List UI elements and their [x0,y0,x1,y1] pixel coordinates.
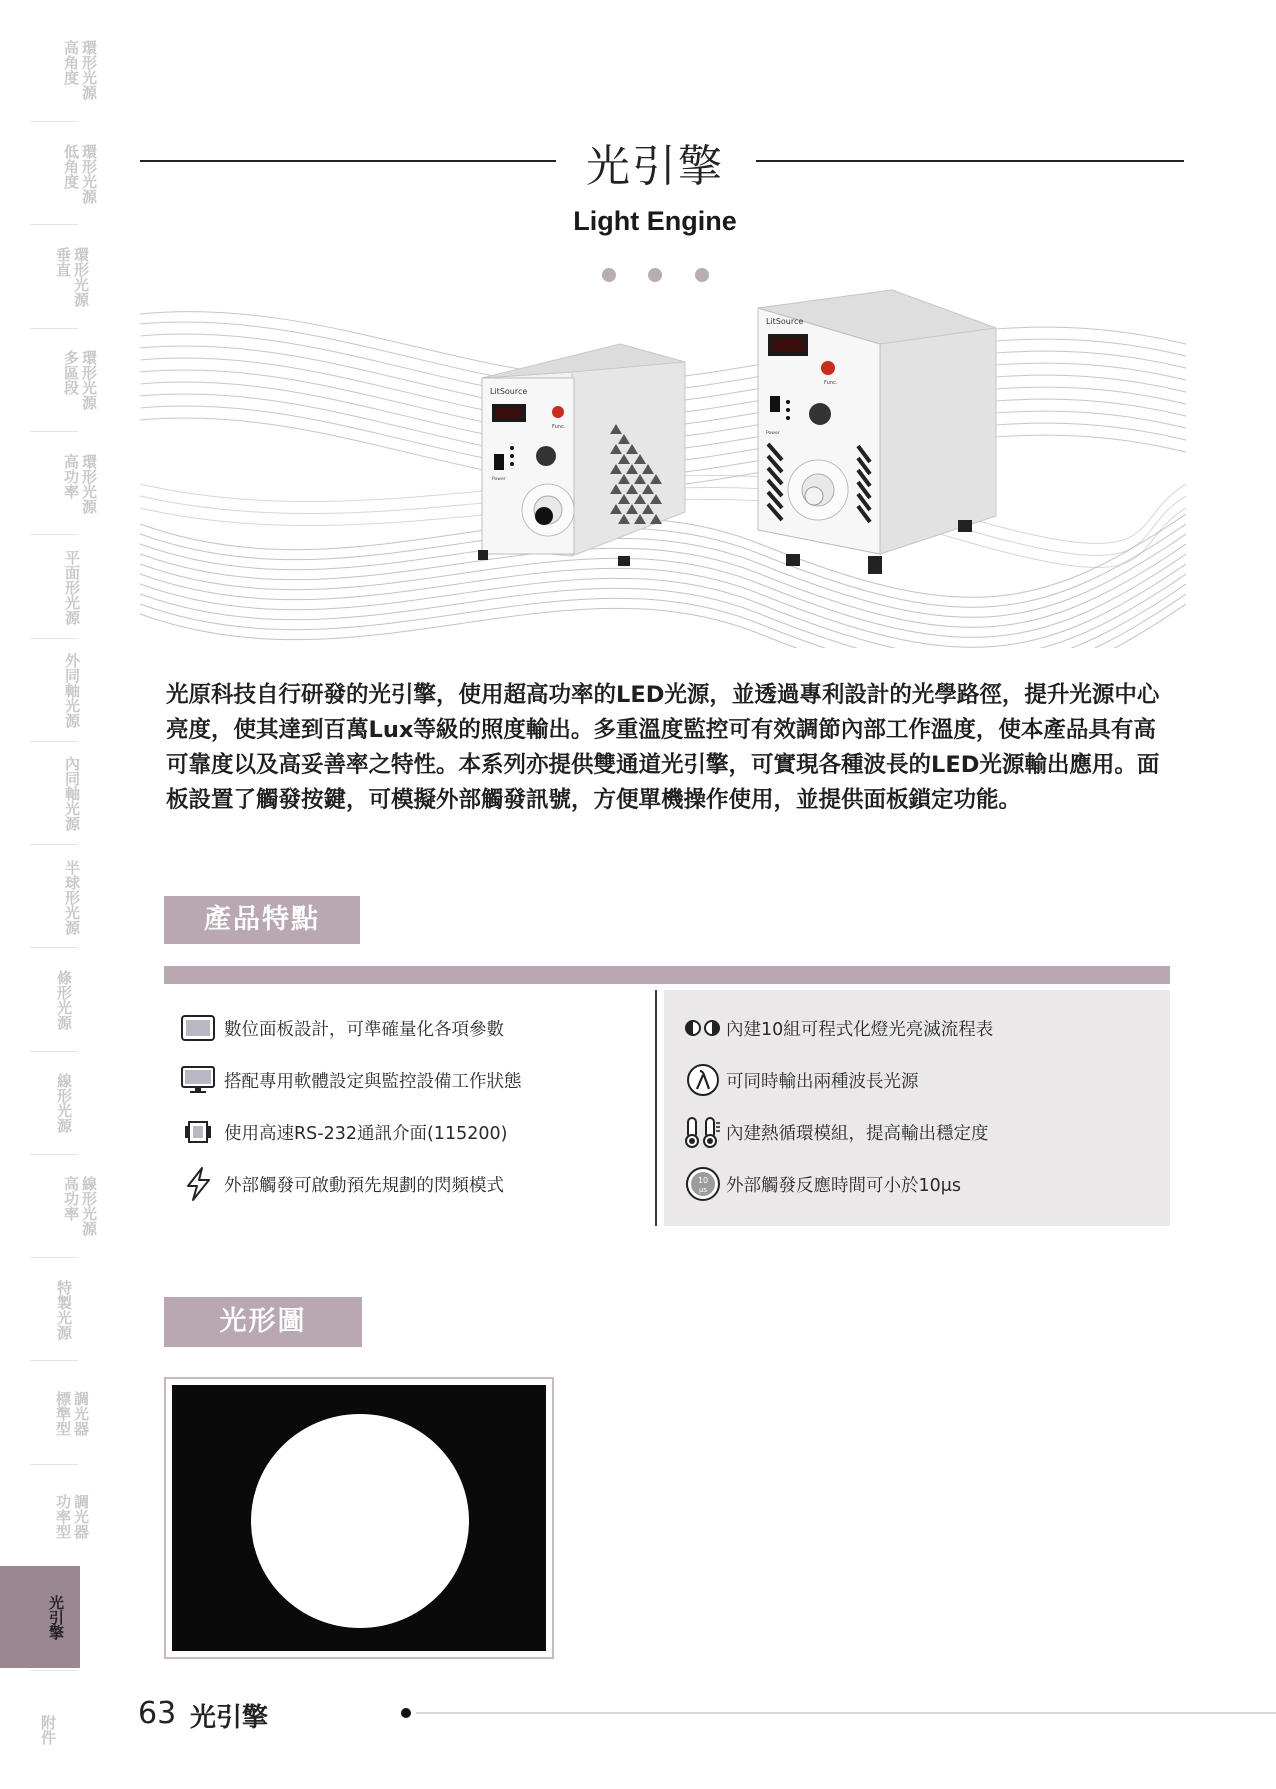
timer-icon-unit: μs [698,1186,708,1194]
side-item-label: 光引擎 [47,1594,65,1640]
feature-item [682,1063,919,1097]
feature-item [682,1011,993,1045]
side-divider [30,121,78,122]
hero-brand-left: LitSource [490,387,528,396]
side-item-label: 垂直 [54,247,72,277]
decor-dot [602,268,616,282]
feature-item [682,1167,961,1201]
side-divider [30,1154,78,1155]
feature-item [178,1167,504,1201]
beam-profile-background [172,1385,546,1651]
connector-icon [178,1115,218,1149]
side-item-accessories[interactable] [0,1690,80,1770]
timer-icon [682,1167,724,1201]
features-header-bar [164,966,1170,984]
side-item-line[interactable] [0,1055,80,1151]
side-item-label: 環形光源 [80,350,98,410]
feature-text: 使用高速RS-232通訊介面(115200) [224,1123,508,1144]
light-engine-unit-left [478,344,685,566]
feature-item [178,1115,507,1149]
side-item-label: 功率型 [54,1493,72,1539]
side-item-label: 環形光源 [72,247,90,307]
side-item-label: 線形光源 [80,1176,98,1236]
side-item-label: 特製光源 [55,1280,73,1340]
side-divider [30,1360,78,1361]
side-item-internal-coaxial[interactable] [0,745,80,841]
side-item-ring-high-angle[interactable] [0,22,98,118]
side-item-ring-multi-zone[interactable] [0,332,98,428]
feature-text: 外部觸發反應時間可小於10μs [726,1175,962,1196]
side-item-label: 環形光源 [80,40,98,100]
side-item-label: 環形光源 [80,454,98,514]
timer-icon-number: 10 [697,1176,709,1185]
feature-text: 可同時輸出兩種波長光源 [726,1071,919,1092]
blink-icon [682,1011,724,1045]
side-item-label: 平面形光源 [63,549,81,625]
side-divider [30,1257,78,1258]
side-item-label: 低角度 [62,144,80,189]
side-item-light-engine[interactable] [0,1566,80,1668]
decor-dot [695,268,709,282]
footer-title: 光引擎 [190,1703,269,1733]
side-divider [30,638,78,639]
feature-item [178,1011,504,1045]
side-item-label: 高功率 [62,454,80,499]
side-divider [30,741,78,742]
side-item-label: 條形光源 [55,970,73,1030]
side-divider [30,431,78,432]
hero-illustration [140,284,1186,648]
features-divider [655,990,657,1226]
side-item-external-coaxial[interactable] [0,642,80,738]
side-divider [30,1464,78,1465]
side-item-label: 多區段 [62,350,80,395]
features-list-right [664,990,1170,1226]
side-divider [30,1051,78,1052]
hero-power-label-right: Power [766,431,780,436]
side-item-controller-power[interactable] [0,1468,90,1564]
feature-item [682,1115,989,1149]
side-item-label: 調光器 [72,1390,90,1436]
intro-paragraph: 光原科技自行研發的光引擎，使用超高功率的LED光源，並透過專利設計的光學路徑，提升光源中心亮度，使其達到百萬Lux等級的照度輸出。多重溫度監控可有效調節內部工作溫度，使本產品具有高可靠度以及高妥善率之特性。本系列亦提供雙通道光引擎，可實現各種波長的LED光源輸出應用。面板設置了觸發按鍵，可模擬外部觸發訊號，方便單機操作使用，並提供面板鎖定功能。 [166,682,1160,813]
side-item-label: 半球形光源 [63,859,81,935]
product-hero-image [140,284,1186,648]
side-item-label: 外同軸光源 [63,652,81,728]
section-label-beam-profile: 光形圖 [164,1297,362,1347]
light-engine-unit-right [758,290,996,574]
side-item-label: 環形光源 [80,144,98,204]
panel-icon [178,1011,218,1045]
side-item-flat[interactable] [0,539,80,635]
page-title: 光引擎 [586,141,724,192]
side-item-label: 標準型 [54,1390,72,1436]
side-item-dome[interactable] [0,849,80,945]
beam-profile-image [164,1377,554,1659]
feature-text: 外部觸發可啟動預先規劃的閃頻模式 [224,1175,504,1196]
section-label-features: 產品特點 [164,896,360,944]
side-item-custom[interactable] [0,1262,80,1358]
lightning-icon [178,1167,218,1201]
page-subtitle: Light Engine [573,206,737,236]
monitor-icon [178,1063,218,1097]
feature-text: 內建熱循環模組，提高輸出穩定度 [726,1123,989,1144]
side-divider [30,947,78,948]
beam-spot [251,1414,469,1628]
side-item-line-high-power[interactable] [0,1158,98,1254]
hero-func-label-right: Func. [824,380,838,386]
side-divider [30,1670,78,1671]
side-divider [30,844,78,845]
features-list-left [164,990,656,1226]
feature-text: 搭配專用軟體設定與監控設備工作狀態 [224,1071,522,1092]
side-item-ring-high-power[interactable] [0,436,98,532]
hero-brand-right: LitSource [766,317,804,326]
thermometer-icon [682,1115,724,1149]
footer-rule [416,1712,1276,1714]
side-item-label: 內同軸光源 [63,755,81,831]
side-item-label: 調光器 [72,1493,90,1539]
side-item-label: 高角度 [62,40,80,85]
side-item-label: 附件 [39,1715,57,1745]
side-item-controller-standard[interactable] [0,1365,90,1461]
feature-item [178,1063,522,1097]
feature-text: 內建10組可程式化燈光亮滅流程表 [726,1019,994,1040]
page-number: 63 [138,1696,177,1731]
lambda-icon [682,1063,724,1097]
side-divider [30,328,78,329]
side-item-label: 線形光源 [55,1073,73,1133]
side-divider [30,534,78,535]
hero-power-label-left: Power [492,477,506,482]
feature-text: 數位面板設計，可準確量化各項參數 [224,1019,504,1040]
footer-dot [401,1708,411,1718]
side-item-bar[interactable] [0,952,80,1048]
side-item-label: 高功率 [62,1176,80,1221]
hero-func-label-left: Func. [552,424,566,430]
side-item-ring-vertical[interactable] [0,229,90,325]
side-index [0,0,98,1789]
decor-dot [648,268,662,282]
